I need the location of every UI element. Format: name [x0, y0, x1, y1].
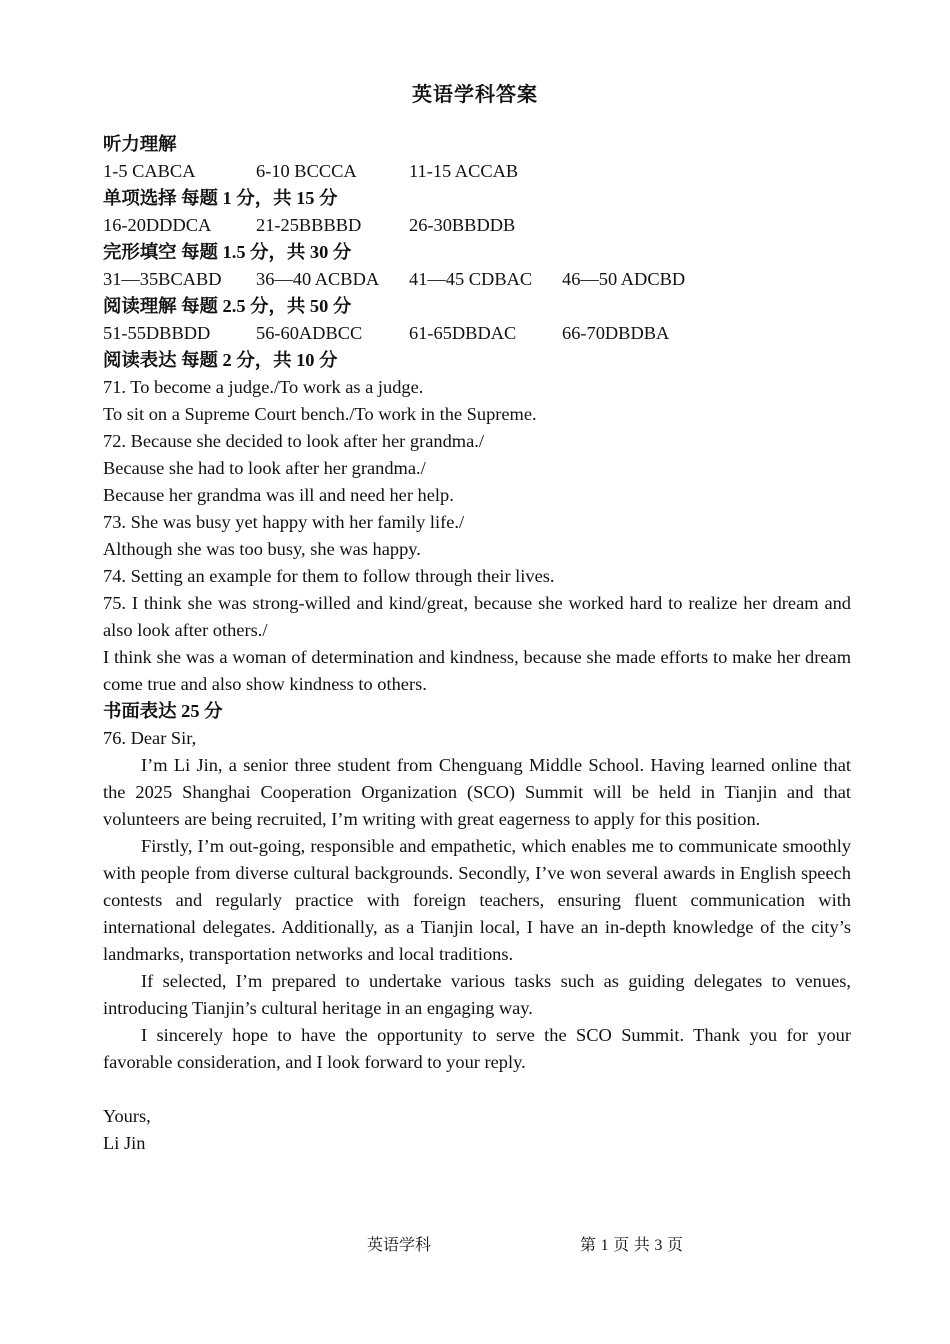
answer-paragraph-75b: I think she was a woman of determination and kindness, because she made efforts to make her dream come true and also show kindness to others. [103, 647, 851, 694]
section-heading-single-choice: 单项选择 每题 1 分，共 15 分 [103, 188, 338, 208]
answer-group: 41—45 CDBAC [409, 269, 533, 289]
answer-paragraph-75a: 75. I think she was strong-willed and kind/great, because she worked hard to realize her dream and also look after others./ [103, 593, 851, 640]
answer-group: 21-25BBBBD [256, 215, 362, 235]
answer-group: 11-15 ACCAB [409, 161, 519, 181]
section-heading-writing: 书面表达 25 分 [103, 701, 223, 721]
answer-group: 1-5 CABCA [103, 161, 196, 181]
answer-line: 72. Because she decided to look after her grandma./ [103, 431, 484, 451]
answer-line: 73. She was busy yet happy with her family life./ [103, 512, 465, 532]
answer-line: Because she had to look after her grandma./ [103, 458, 426, 478]
answer-group: 51-55DBBDD [103, 323, 211, 343]
footer-subject: 英语学科 [367, 1237, 432, 1254]
letter-salutation: 76. Dear Sir, [103, 728, 197, 748]
section-heading-reading: 阅读理解 每题 2.5 分，共 50 分 [103, 296, 352, 316]
answer-group: 26-30BBDDB [409, 215, 516, 235]
answer-row-listening [103, 158, 851, 185]
answer-row-reading [103, 320, 851, 347]
answer-group: 31—35BCABD [103, 269, 222, 289]
answer-group: 56-60ADBCC [256, 323, 363, 343]
footer-page-number: 第 1 页 共 3 页 [580, 1237, 684, 1254]
answer-row-single-choice [103, 212, 851, 239]
answer-group: 6-10 BCCCA [256, 161, 357, 181]
answer-line: 71. To become a judge./To work as a judge. [103, 377, 424, 397]
letter-paragraph: If selected, I’m prepared to undertake various tasks such as guiding delegates to venues, introducing Tianjin’s cultural heritage in an engaging way. [103, 971, 851, 1018]
answer-line: To sit on a Supreme Court bench./To work in the Supreme. [103, 404, 537, 424]
answer-row-cloze [103, 266, 851, 293]
letter-paragraph: I’m Li Jin, a senior three student from Chenguang Middle School. Having learned online that the 2025 Shanghai Cooperation Organization (SCO) Summit will be held in Tianjin and that volunteers are being recruited, I’m writing with great eagerness to apply for this position. [103, 755, 851, 829]
letter-paragraph: Firstly, I’m out-going, responsible and empathetic, which enables me to communicate smoothly with people from diverse cultural backgrounds. Secondly, I’ve won several awards in English speech contests and regularly practice with foreign teachers, ensuring fluent communication with international delegates. Additionally, as a Tianjin local, I have an in-depth knowledge of the city’s landmarks, transportation networks and local traditions. [103, 836, 851, 964]
section-heading-cloze: 完形填空 每题 1.5 分，共 30 分 [103, 242, 352, 262]
answer-line: Although she was too busy, she was happy. [103, 539, 421, 559]
letter-paragraph: I sincerely hope to have the opportunity to serve the SCO Summit. Thank you for your favorable consideration, and I look forward to your reply. [103, 1025, 851, 1072]
answer-group: 61-65DBDAC [409, 323, 517, 343]
answer-group: 66-70DBDBA [562, 323, 670, 343]
section-heading-reading-expression: 阅读表达 每题 2 分，共 10 分 [103, 350, 338, 370]
letter-closing: Yours, [103, 1106, 151, 1126]
letter-signature: Li Jin [103, 1133, 146, 1153]
section-heading-listening: 听力理解 [103, 134, 177, 154]
answer-line: 74. Setting an example for them to follow through their lives. [103, 566, 555, 586]
answer-group: 16-20DDDCA [103, 215, 212, 235]
answer-content [103, 131, 851, 1157]
answer-line: Because her grandma was ill and need her help. [103, 485, 454, 505]
page-title: 英语学科答案 [412, 84, 538, 106]
answer-group: 46—50 ADCBD [562, 269, 686, 289]
answer-group: 36—40 ACBDA [256, 269, 380, 289]
spacer [103, 1076, 851, 1103]
